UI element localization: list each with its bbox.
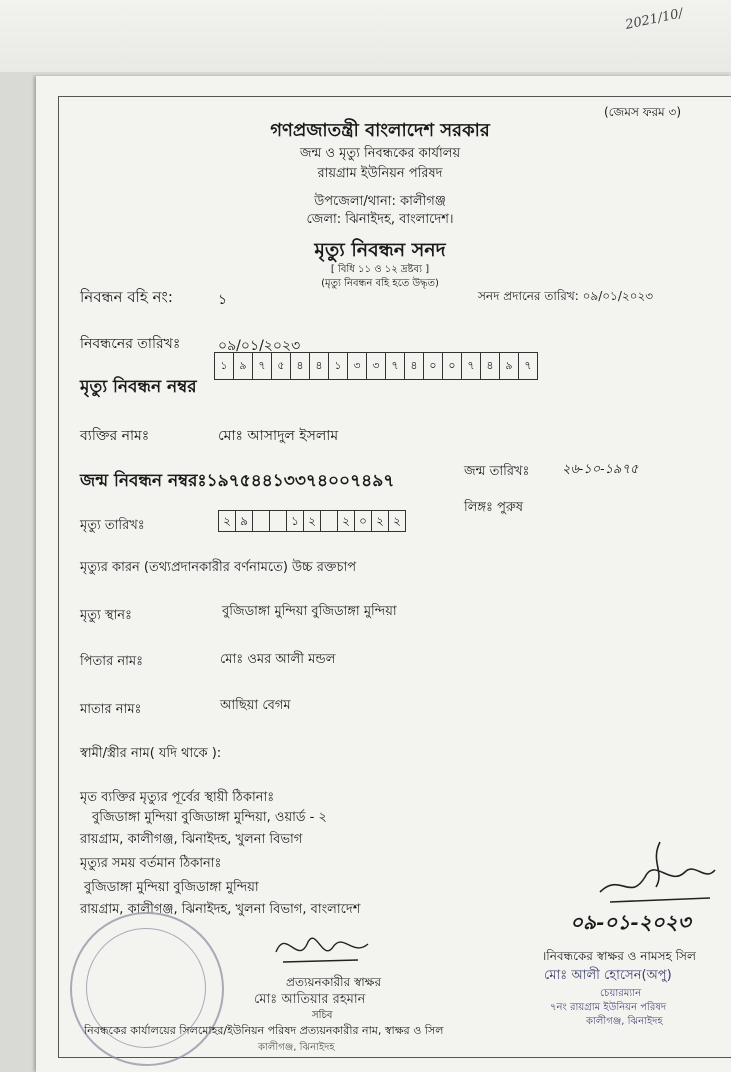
- union-name: রায়গ্রাম ইউনিয়ন পরিষদ: [317, 166, 443, 181]
- office-seal: [70, 912, 224, 1066]
- footer-small: কালীগঞ্জ, ঝিনাইদহ: [258, 1042, 335, 1053]
- verifier-title: সচিব: [312, 1010, 333, 1021]
- verifier-caption: প্রত্যয়নকারীর স্বাক্ষর: [286, 975, 382, 989]
- spouse-name-label: স্বামী/স্ত্রীর নাম( যদি থাকে ):: [80, 746, 222, 761]
- death-number-digit: ৪: [480, 352, 500, 380]
- handwritten-top-note: 2021/10/: [624, 6, 685, 33]
- death-number-boxes: [214, 352, 537, 380]
- death-date-digit: ৯: [235, 510, 253, 532]
- birth-date-label: জন্ম তারিখঃ: [464, 464, 530, 479]
- registrar-caption: ।নিবন্ধকের স্বাক্ষর ও নামসহ সিল: [542, 949, 696, 963]
- father-name-label: পিতার নামঃ: [80, 654, 144, 669]
- death-number-digit: ৭: [385, 352, 405, 380]
- registration-date-label: নিবন্ধনের তারিখঃ: [80, 336, 181, 352]
- death-date-digit: ২: [303, 510, 321, 532]
- death-number-digit: ৭: [252, 352, 272, 380]
- death-number-digit: ০: [442, 352, 462, 380]
- death-number-digit: ৪: [404, 352, 424, 380]
- background-paper-strip: [0, 0, 731, 72]
- death-number-digit: ৯: [233, 352, 253, 380]
- death-place-value: বুজিডাঙ্গা মুন্দিয়া বুজিডাঙ্গা মুন্দিয়া: [222, 604, 397, 619]
- verifier-name: মোঃ আতিয়ার রহমান: [254, 992, 366, 1007]
- permanent-address-line1: বুজিডাঙ্গা মুন্দিয়া বুজিডাঙ্গা মুন্দিয়া, ওয়ার্ড - ২: [92, 810, 327, 825]
- rule-reference: [ বিধি ১১ ও ১২ দ্রষ্টব্য ]: [330, 264, 430, 275]
- registrar-place: কালীগঞ্জ, ঝিনাইদহ: [586, 1016, 663, 1027]
- permanent-address-line2: রায়গ্রাম, কালীগঞ্জ, ঝিনাইদহ, খুলনা বিভাগ: [80, 832, 303, 847]
- death-date-digit: ২: [371, 510, 389, 532]
- office-name: জন্ম ও মৃত্যু নিবন্ধকের কার্যালয়: [299, 146, 461, 161]
- form-number: (জেমস ফরম ৩): [604, 105, 682, 119]
- issue-date: সনদ প্রদানের তারিখ: ০৯/০১/২০২৩: [478, 289, 654, 303]
- birth-registration-number: জন্ম নিবন্ধন নম্বরঃ১৯৭৫৪৪১৩৩৭৪০০৭৪৯৭: [80, 471, 395, 491]
- death-place-label: মৃত্যু স্থানঃ: [80, 608, 132, 623]
- current-address-line1: বুজিডাঙ্গা মুন্দিয়া বুজিডাঙ্গা মুন্দিয়া: [84, 880, 259, 895]
- registration-date-value: ০৯/০১/২০২৩: [218, 338, 301, 354]
- signature-date: ০৯-০১-২০২৩: [570, 910, 691, 934]
- death-date-digit: [269, 510, 287, 532]
- death-date-digit: ২: [388, 510, 406, 532]
- person-name-label: ব্যক্তির নামঃ: [80, 428, 150, 444]
- registrar-signature: [590, 832, 720, 912]
- death-number-digit: ৩: [366, 352, 386, 380]
- birth-date-value: ২৬-১০-১৯৭৫: [562, 462, 639, 477]
- government-title: গণপ্রজাতন্ত্রী বাংলাদেশ সরকার: [270, 120, 490, 141]
- death-number-digit: ৪: [290, 352, 310, 380]
- mother-name-label: মাতার নামঃ: [80, 702, 142, 717]
- death-date-digit: ২: [337, 510, 355, 532]
- current-address-line2: রায়গ্রাম, কালীগঞ্জ, ঝিনাইদহ, খুলনা বিভাগ, বাংলাদেশ: [80, 902, 361, 917]
- certificate-title: মৃত্যু নিবন্ধন সনদ: [314, 239, 446, 261]
- death-date-boxes: [218, 510, 405, 532]
- book-number-value: ১: [218, 292, 228, 308]
- death-date-digit: [252, 510, 270, 532]
- permanent-address-label: মৃত ব্যক্তির মৃত্যুর পূর্বের স্থায়ী ঠিকানাঃ: [80, 790, 275, 805]
- death-number-digit: ৫: [271, 352, 291, 380]
- death-cause: মৃত্যুর কারন (তথ্যপ্রদানকারীর বর্ণনামতে) উচ্চ রক্তচাপ: [80, 560, 357, 575]
- death-date-label: মৃত্যু তারিখঃ: [80, 518, 145, 533]
- death-number-digit: ১: [214, 352, 234, 380]
- extract-note: (মৃত্যু নিবন্ধন বহি হতে উদ্ধৃত): [321, 278, 439, 289]
- father-name-value: মোঃ ওমর আলী মন্ডল: [220, 652, 336, 667]
- person-name-value: মোঃ আসাদুল ইসলাম: [218, 428, 339, 444]
- registrar-title: চেয়ারম্যান: [600, 988, 642, 999]
- death-date-digit: ০: [354, 510, 372, 532]
- death-date-digit: [320, 510, 338, 532]
- death-number-label: মৃত্যু নিবন্ধন নম্বর: [80, 377, 197, 397]
- upazila-name: উপজেলা/থানা: কালীগঞ্জ: [314, 194, 446, 209]
- current-address-label: মৃত্যুর সময় বর্তমান ঠিকানাঃ: [80, 856, 222, 871]
- registrar-office: ৭নং রায়গ্রাম ইউনিয়ন পরিষদ: [550, 1002, 667, 1013]
- district-name: জেলা: ঝিনাইদহ, বাংলাদেশ।: [306, 212, 454, 227]
- verifier-signature: [268, 922, 378, 972]
- death-number-digit: ৩: [347, 352, 367, 380]
- footer-caption: নিবন্ধকের কার্যালয়ের সিলমোহর/ইউনিয়ন পরিষদ প্রত্যয়নকারীর নাম, স্বাক্ষর ও সিল: [84, 1024, 444, 1037]
- mother-name-value: আছিয়া বেগম: [220, 698, 291, 713]
- death-date-digit: ১: [286, 510, 304, 532]
- death-number-digit: ৭: [518, 352, 538, 380]
- death-number-digit: ৯: [499, 352, 519, 380]
- death-number-digit: ০: [423, 352, 443, 380]
- gender: লিঙ্গঃ পুরুষ: [464, 500, 524, 515]
- death-date-digit: ২: [218, 510, 236, 532]
- registrar-name: মোঃ আলী হোসেন(অপু): [544, 968, 672, 983]
- death-number-digit: ৭: [461, 352, 481, 380]
- death-number-digit: ১: [328, 352, 348, 380]
- book-number-label: নিবন্ধন বহি নং:: [80, 288, 173, 306]
- death-number-digit: ৪: [309, 352, 329, 380]
